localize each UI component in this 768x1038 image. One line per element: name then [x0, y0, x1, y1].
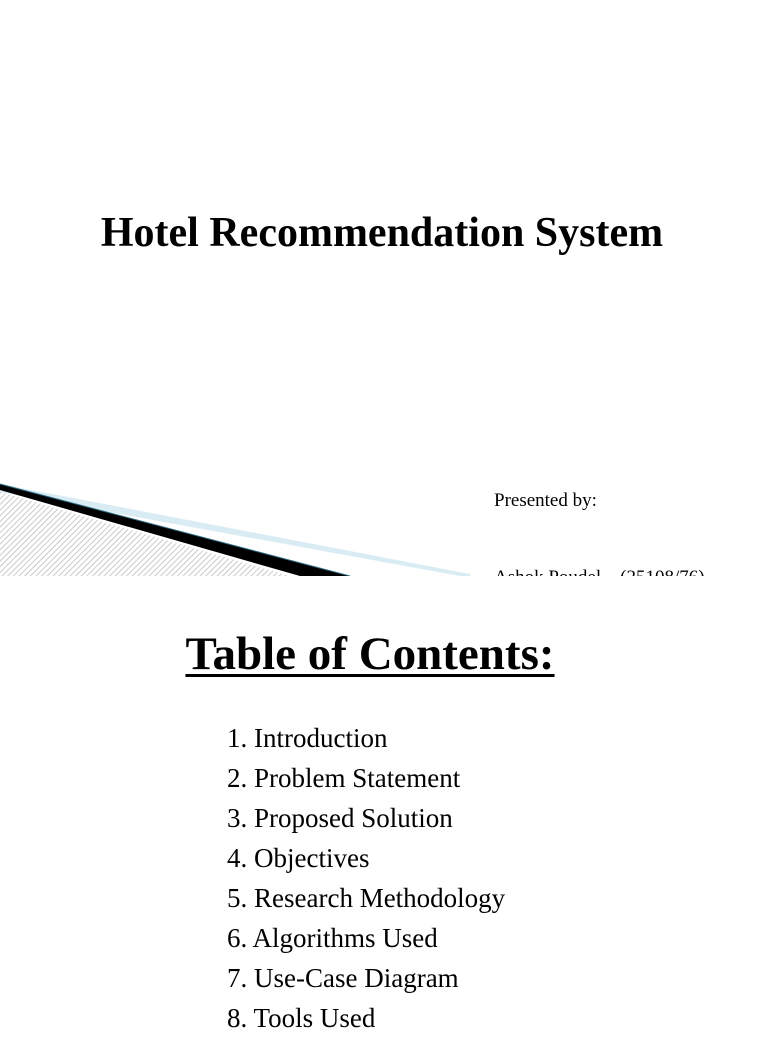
toc-item: 4. Objectives [227, 843, 370, 873]
presented-by-label: Presented by: [494, 490, 597, 511]
toc-item: 1. Introduction [227, 723, 388, 753]
table-of-contents-slide [0, 576, 768, 1033]
toc-item: 8. Tools Used [227, 1003, 376, 1033]
toc-item: 2. Problem Statement [227, 763, 461, 793]
toc-item: 6. Algorithms Used [227, 923, 438, 953]
toc-list [227, 718, 505, 1038]
toc-item: 7. Use-Case Diagram [227, 963, 459, 993]
toc-heading: Table of Contents: [185, 628, 555, 680]
decorative-swoosh [0, 470, 470, 576]
presentation-title: Hotel Recommendation System [100, 210, 664, 256]
toc-item: 3. Proposed Solution [227, 803, 453, 833]
toc-item: 5. Research Methodology [227, 883, 506, 913]
